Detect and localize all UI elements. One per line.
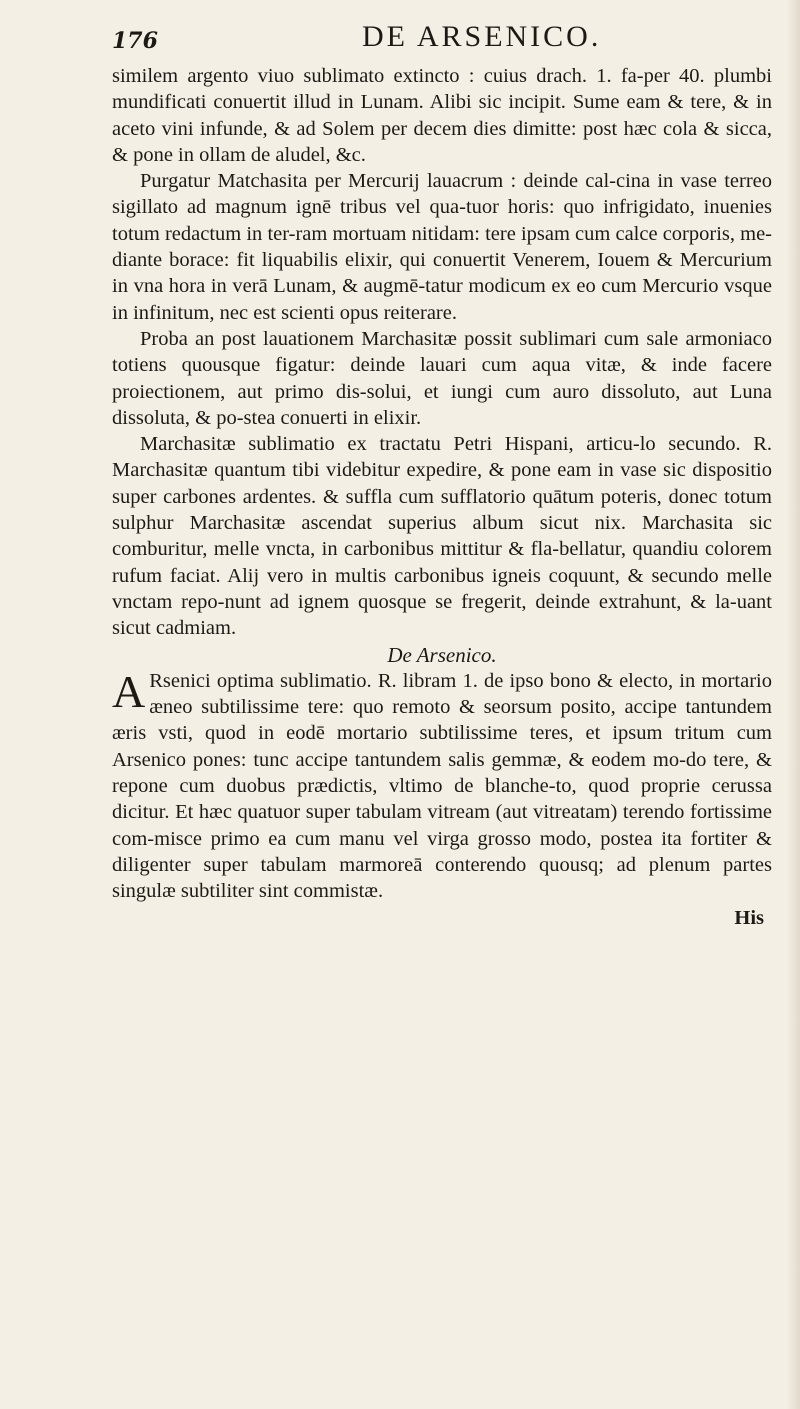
section-heading: De Arsenico. (387, 642, 497, 667)
paragraph: similem argento viuo sublimato extincto : cuius drach. 1. fa-per 40. plumbi mundificati conuertit illud in Lunam. Alibi sic incipit. Sume eam & tere, & in aceto vini infunde, & ad Solem per decem dies dimitte: post hæc cola & sicca, & pone in ollam de aludel, &c. (112, 65, 772, 166)
drop-initial: A (112, 665, 146, 717)
arsenic-paragraph (112, 665, 772, 905)
page-header (112, 14, 760, 62)
paragraph: Proba an post lauationem Marchasitæ possit sublimari cum sale armoniaco totiens quousque figatur: deinde lauari cum aqua vitæ, & inde facere proiectionem, aut primo dis-solui, et iungi cum auro dissoluto, aut Luna dissoluta, & po-stea conuerti in elixir. (112, 327, 772, 429)
paragraph: Marchasitæ sublimatio ex tractatu Petri Hispani, articu-lo secundo. R. Marchasitæ quantum tibi videbitur expedire, & pone eam in vase sic dispositio super carbones ardentes. & suffla cum sufflatorio quātum poteris, donec totum sulphur Marchasitæ ascendat superius album sicut nix. Marchasita sic comburitur, melle vncta, in carbonibus mittitur & fla-bellatur, quandiu colorem rufum faciat. Alij vero in multis carbonibus igneis coquunt, & secundo melle vnctam repo-nunt ad ignem quosque se fregerit, deinde extrahunt, & la-uant sicut cadmiam. (112, 433, 772, 640)
body-text (112, 63, 772, 931)
page-edge-shadow (786, 0, 800, 1409)
catchword: His (734, 906, 764, 929)
arsenic-paragraph-text: Rsenici optima sublimatio. R. libram 1. de ipso bono & electo, in mortario æneo subtilissime tere: quo remoto & seorsum posito, accipe tantundem æris vsti, quod in eodē mortario subtilissime teres, et ipsum tritum cum Arsenico pones: tunc accipe tantundem salis gemmæ, & eodem mo-do tere, & repone cum duobus prædictis, vltimo de blanche-to, quod proprie cerussa dicitur. Et hæc quatuor super tabulam vitream (aut vitreatam) terendo fortissime com-misce primo ea cum manu vel virga grosso modo, postea ita fortiter & diligenter super tabulam marmoreā conterendo quousq; ad plenum partes singulæ subtiliter sint commistæ. (112, 669, 772, 903)
running-title: DE ARSENICO. (362, 20, 602, 53)
page-number: 176 (112, 28, 158, 54)
paragraph: Purgatur Matchasita per Mercurij lauacrum : deinde cal-cina in vase terreo sigillato ad magnum ignē tribus vel qua-tuor horis: quo infrigidato, inuenies totum redactum in ter-ram mortuam nitidam: tere ipsam cum calce corporis, me-diante borace: fit liquabilis elixir, qui conuertit Venerem, Iouem & Mercurium in vna hora in verā Lunam, & augmē-tatur modicum ex eo cum Mercurio vsque in infinitum, nec est scienti opus reiterare. (112, 170, 772, 324)
